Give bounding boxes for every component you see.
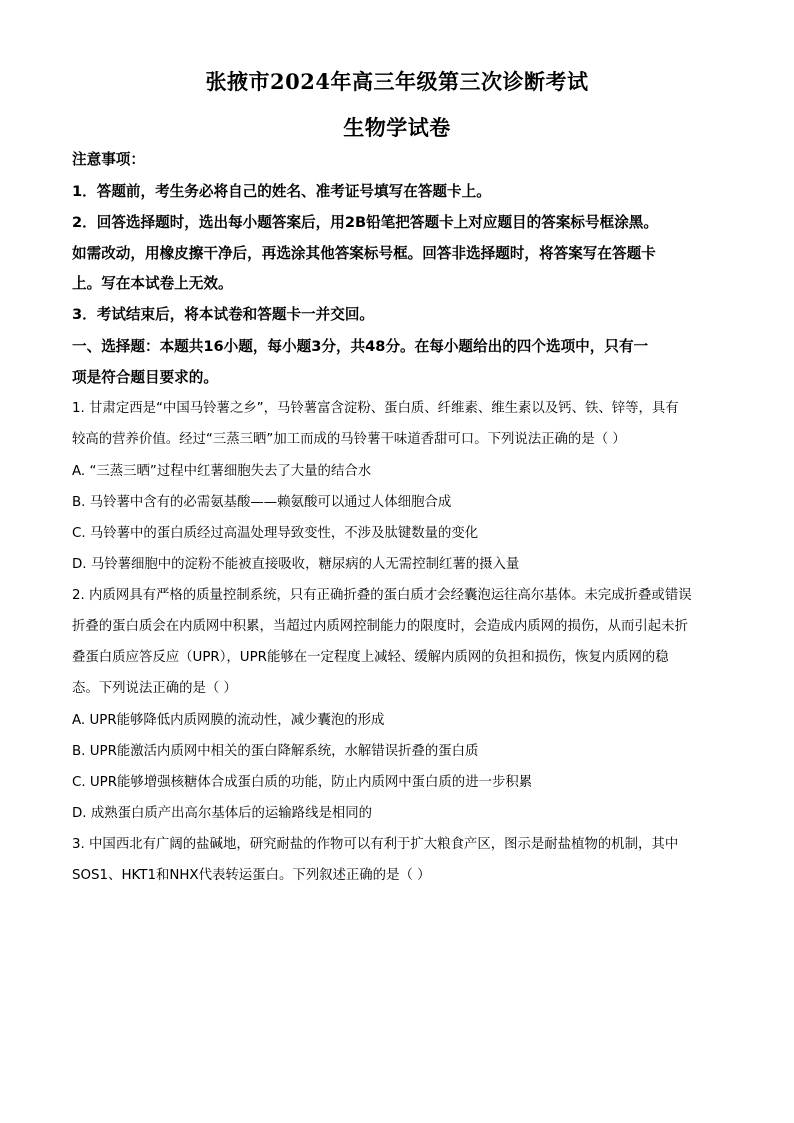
exam-subtitle: 生物学试卷: [343, 115, 451, 140]
question-1-option-c: C. 马铃薯中的蛋白质经过高温处理导致变性，不涉及肽键数量的变化: [72, 526, 479, 541]
notice-item-1: 1．答题前，考生务必将自己的姓名、准考证号填写在答题卡上。: [72, 183, 491, 200]
question-2-stem-line-4: 态。下列说法正确的是（ ）: [72, 681, 237, 696]
notice-heading: 注意事项：: [72, 151, 145, 168]
question-1-stem-line-1: 1. 甘肃定西是“中国马铃薯之乡”，马铃薯富含淀粉、蛋白质、纤维素、维生素以及钙、铁、锌等，具有: [72, 401, 679, 416]
question-3-stem-line-2: SOS1、HKT1和NHX代表转运蛋白。下列叙述正确的是（ ）: [72, 868, 431, 883]
question-2-stem-line-1: 2. 内质网具有严格的质量控制系统，只有正确折叠的蛋白质才会经囊泡运往高尔基体。未完成折叠或错误: [72, 588, 692, 603]
exam-title: 张掖市2024年高三年级第三次诊断考试: [205, 69, 589, 94]
question-1-stem-line-2: 较高的营养价值。经过“三蒸三晒”加工而成的马铃薯干味道香甜可口。下列说法正确的是（ ）: [72, 432, 626, 447]
question-2-stem-line-3: 叠蛋白质应答反应（UPR），UPR能够在一定程度上减轻、缓解内质网的负担和损伤，恢复内质网的稳: [72, 650, 669, 665]
question-3-stem-line-1: 3. 中国西北有广阔的盐碱地，研究耐盐的作物可以有利于扩大粮食产区，图示是耐盐植物的机制，其中: [72, 837, 679, 852]
notice-item-2-line-3: 上。写在本试卷上无效。: [72, 275, 233, 292]
question-2-stem-line-2: 折叠的蛋白质会在内质网中积累，当超过内质网控制能力的限度时，会造成内质网的损伤，从而引起未折: [72, 619, 688, 634]
section-heading-line-2: 项是符合题目要求的。: [72, 369, 218, 386]
question-1-option-b: B. 马铃薯中含有的必需氨基酸——赖氨酸可以通过人体细胞合成: [72, 495, 452, 510]
notice-item-2-line-2: 如需改动，用橡皮擦干净后，再选涂其他答案标号框。回答非选择题时，将答案写在答题卡: [72, 245, 656, 262]
question-1-option-a: A. “三蒸三晒”过程中红薯细胞失去了大量的结合水: [72, 464, 372, 479]
question-1-option-d: D. 马铃薯细胞中的淀粉不能被直接吸收，糖尿病的人无需控制红薯的摄入量: [72, 557, 520, 572]
question-2-option-c: C. UPR能够增强核糖体合成蛋白质的功能，防止内质网中蛋白质的进一步积累: [72, 775, 533, 790]
question-2-option-a: A. UPR能够降低内质网膜的流动性，减少囊泡的形成: [72, 713, 385, 728]
section-heading-line-1: 一、选择题：本题共16小题，每小题3分，共48分。在每小题给出的四个选项中，只有一: [72, 338, 649, 355]
question-2-option-d: D. 成熟蛋白质产出高尔基体后的运输路线是相同的: [72, 806, 373, 821]
question-2-option-b: B. UPR能激活内质网中相关的蛋白降解系统，水解错误折叠的蛋白质: [72, 744, 479, 759]
notice-item-3: 3．考试结束后，将本试卷和答题卡一并交回。: [72, 306, 375, 323]
notice-item-2-line-1: 2．回答选择题时，选出每小题答案后，用2B铅笔把答题卡上对应题目的答案标号框涂黑。: [72, 214, 658, 231]
